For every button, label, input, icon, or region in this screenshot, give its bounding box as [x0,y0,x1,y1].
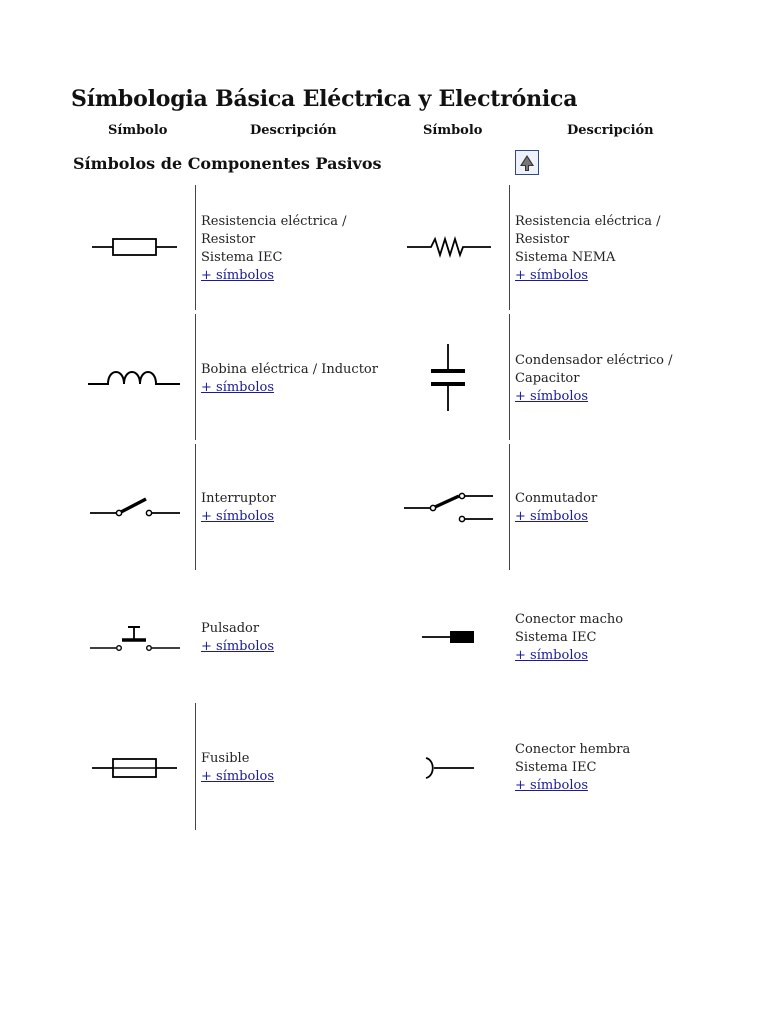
male-connector-icon [420,627,476,647]
switch-icon [88,494,182,520]
more-symbols-link[interactable]: + símbolos [515,389,588,404]
resistor-iec-icon [88,232,180,262]
description-capacitor [515,352,673,406]
more-symbols-link[interactable]: + símbolos [201,380,274,395]
description-female-connector [515,741,630,795]
description-line: Sistema IEC [515,760,597,775]
description-changeover-switch [515,490,597,526]
description-line: Resistor [515,232,570,247]
description-line: Conector hembra [515,742,631,757]
more-symbols-link[interactable]: + símbolos [201,268,274,283]
header-symbol-left: Símbolo [108,123,168,138]
description-pushbutton [201,620,274,656]
description-line: Fusible [201,751,250,766]
description-line: Sistema NEMA [515,250,616,265]
description-line: Capacitor [515,371,580,386]
header-description-right: Descripción [567,123,654,138]
more-symbols-link[interactable]: + símbolos [201,509,274,524]
female-connector-icon [420,754,476,782]
description-resistor-iec [201,213,347,285]
fuse-icon [88,754,180,782]
divider-left-2 [195,314,196,440]
description-line: Resistencia eléctrica / [515,214,661,229]
capacitor-icon [428,344,468,412]
pushbutton-icon [88,624,182,654]
description-inductor [201,361,378,397]
description-resistor-nema [515,213,661,285]
divider-left-3 [195,444,196,570]
back-to-top-button[interactable] [515,150,539,175]
divider-right-3 [509,444,510,570]
more-symbols-link[interactable]: + símbolos [201,639,274,654]
description-line: Conmutador [515,491,598,506]
description-line: Resistencia eléctrica / [201,214,347,229]
resistor-nema-icon [404,234,494,260]
more-symbols-link[interactable]: + símbolos [515,778,588,793]
divider-left-1 [195,185,196,310]
divider-right-2 [509,314,510,440]
up-arrow-icon [518,154,536,172]
description-line: Bobina eléctrica / Inductor [201,362,378,377]
description-line: Conector macho [515,612,624,627]
divider-right-1 [509,185,510,310]
more-symbols-link[interactable]: + símbolos [515,509,588,524]
description-fuse [201,750,274,786]
more-symbols-link[interactable]: + símbolos [515,648,588,663]
description-line: Sistema IEC [201,250,283,265]
header-description-left: Descripción [250,123,337,138]
page-title: Símbologia Básica Eléctrica y Electrónica [71,86,578,112]
more-symbols-link[interactable]: + símbolos [201,769,274,784]
description-line: Resistor [201,232,256,247]
header-symbol-right: Símbolo [423,123,483,138]
description-male-connector [515,611,623,665]
description-switch [201,490,276,526]
description-line: Pulsador [201,621,260,636]
more-symbols-link[interactable]: + símbolos [515,268,588,283]
section-title: Símbolos de Componentes Pasivos [73,154,382,173]
description-line: Condensador eléctrico / [515,353,673,368]
divider-left-5 [195,703,196,830]
inductor-icon [86,366,182,390]
changeover-switch-icon [402,489,496,527]
description-line: Interruptor [201,491,276,506]
description-line: Sistema IEC [515,630,597,645]
